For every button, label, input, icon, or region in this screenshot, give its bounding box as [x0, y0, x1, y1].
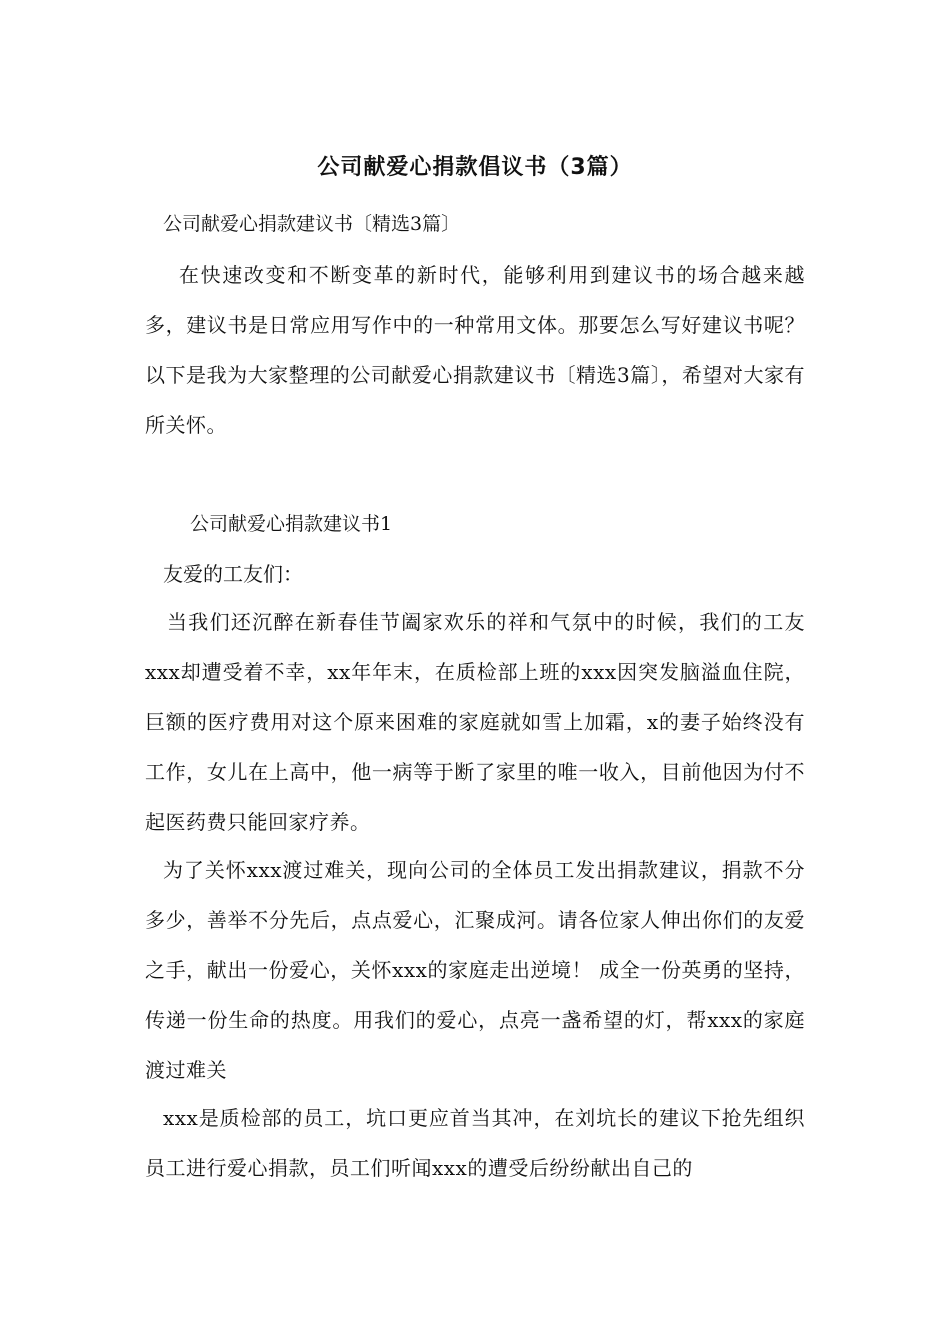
document-subtitle: 公司献爱心捐款建议书〔精选3篇〕	[163, 213, 461, 235]
intro-paragraph: 在快速改变和不断变革的新时代，能够利用到建议书的场合越来越多，建议书是日常应用写作中的一种常用文体。那要怎么写好建议书呢？以下是我为大家整理的公司献爱心捐款建议书〔精选3篇〕，希望对大家有所关怀。	[145, 263, 805, 437]
section-heading: 公司献爱心捐款建议书1	[190, 513, 393, 535]
body-paragraph-1: 当我们还沉醉在新春佳节阖家欢乐的祥和气氛中的时候，我们的工友xxx却遭受着不幸，xx年年末，在质检部上班的xxx因突发脑溢血住院，巨额的医疗费用对这个原来困难的家庭就如雪上加霜，x的妻子始终没有工作，女儿在上高中，他一病等于断了家里的唯一收入，目前他因为付不起医药费只能回家疗养。	[145, 610, 805, 834]
greeting: 友爱的工友们：	[163, 562, 303, 586]
document-title: 公司献爱心捐款倡议书（3篇）	[317, 155, 633, 180]
body-paragraph-2: 为了关怀xxx渡过难关，现向公司的全体员工发出捐款建议，捐款不分多少，善举不分先后，点点爱心，汇聚成河。请各位家人伸出你们的友爱之手，献出一份爱心，关怀xxx的家庭走出逆境！ 成全一份英勇的坚持，传递一份生命的热度。用我们的爱心，点亮一盏希望的灯，帮xxx的家庭渡过难关	[145, 858, 805, 1082]
body-paragraph-3: xxx是质检部的员工，坑口更应首当其冲，在刘坑长的建议下抢先组织员工进行爱心捐款，员工们听闻xxx的遭受后纷纷献出自己的	[145, 1106, 805, 1180]
